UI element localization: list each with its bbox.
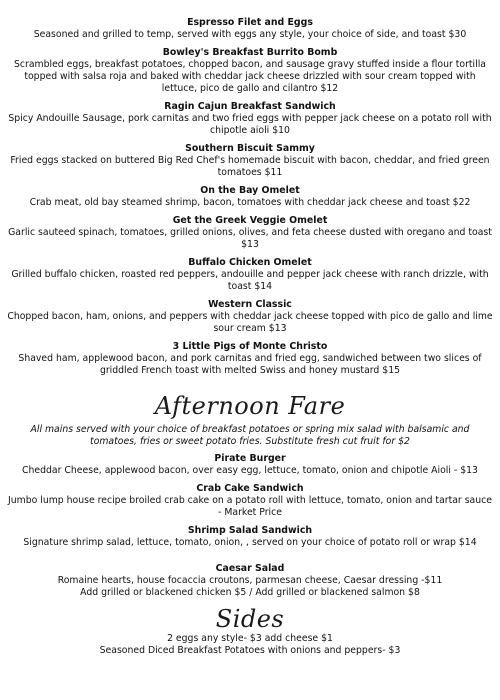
- item-name: On the Bay Omelet: [200, 185, 300, 196]
- item-description: Garlic sauteed spinach, tomatoes, grilled onions, olives, and feta cheese dusted with oregano and toast $13: [8, 227, 492, 250]
- item-addon: Add grilled or blackened chicken $5 / Add grilled or blackened salmon $8: [80, 587, 420, 598]
- item-name: Get the Greek Veggie Omelet: [172, 215, 328, 226]
- menu-item-monte-christo: [0, 341, 500, 377]
- menu-item-shrimp-salad: [0, 525, 500, 549]
- item-description: Chopped bacon, ham, onions, and peppers with cheddar jack cheese topped with pico de gallo and lime sour cream $13: [7, 311, 493, 334]
- item-name: Crab Cake Sandwich: [196, 483, 304, 494]
- item-name: Southern Biscuit Sammy: [185, 143, 315, 154]
- item-name: Western Classic: [208, 299, 292, 310]
- item-name: Shrimp Salad Sandwich: [187, 525, 313, 536]
- item-description: Fried eggs stacked on buttered Big Red Chef's homemade biscuit with bacon, cheddar, and fried green tomatoes $11: [10, 155, 490, 178]
- item-name: 3 Little Pigs of Monte Christo: [172, 341, 328, 352]
- side-line: Seasoned Diced Breakfast Potatoes with onions and peppers- $3: [99, 645, 401, 656]
- side-line: 2 eggs any style- $3 add cheese $1: [167, 633, 333, 644]
- item-name: Pirate Burger: [214, 453, 286, 464]
- afternoon-section: [0, 453, 500, 599]
- breakfast-section: [0, 17, 500, 377]
- item-description: Romaine hearts, house focaccia croutons, parmesan cheese, Caesar dressing -$11: [57, 575, 443, 586]
- menu-item-caesar-salad: [0, 563, 500, 599]
- item-description: Cheddar Cheese, applewood bacon, over easy egg, lettuce, tomato, onion and chipotle Aioli - $13: [22, 465, 478, 476]
- menu-item-southern-biscuit: [0, 143, 500, 179]
- item-description: Seasoned and grilled to temp, served with eggs any style, your choice of side, and toast $30: [33, 29, 467, 40]
- menu-item-crab-cake: [0, 483, 500, 519]
- menu-item-on-the-bay: [0, 185, 500, 209]
- menu-item-buffalo-chicken: [0, 257, 500, 293]
- item-description: Spicy Andouille Sausage, pork carnitas and two fried eggs with pepper jack cheese on a potato roll with chipotle aioli $10: [8, 113, 492, 136]
- sides-heading: Sides: [215, 605, 285, 633]
- menu-item-pirate-burger: [0, 453, 500, 477]
- item-description: Grilled buffalo chicken, roasted red peppers, andouille and pepper jack cheese with ranch drizzle, with toast $14: [11, 269, 489, 292]
- afternoon-fare-heading: Afternoon Fare: [154, 392, 346, 420]
- item-name: Bowley's Breakfast Burrito Bomb: [162, 47, 338, 58]
- item-description: Scrambled eggs, breakfast potatoes, chopped bacon, and sausage gravy stuffed inside a flour tortilla topped with salsa roja and baked with cheddar jack cheese drizzled with sour cream topped with lettuce, pico de gallo and cilantro $12: [14, 59, 486, 94]
- item-name: Espresso Filet and Eggs: [187, 17, 313, 28]
- menu-item-greek-veggie: [0, 215, 500, 251]
- menu-item-espresso-filet: [0, 17, 500, 41]
- menu-item-burrito-bomb: [0, 47, 500, 95]
- item-description: Signature shrimp salad, lettuce, tomato, onion, , served on your choice of potato roll or wrap $14: [23, 537, 477, 548]
- sides-section: [0, 633, 500, 657]
- item-name: Caesar Salad: [215, 563, 285, 574]
- menu-item-western-classic: [0, 299, 500, 335]
- item-description: Shaved ham, applewood bacon, and pork carnitas and fried egg, sandwiched between two slices of griddled French toast with melted Swiss and honey mustard $15: [18, 353, 482, 376]
- item-description: Jumbo lump house recipe broiled crab cake on a potato roll with lettuce, tomato, onion and tartar sauce - Market Price: [8, 495, 492, 518]
- item-description: Crab meat, old bay steamed shrimp, bacon, tomatoes with cheddar jack cheese and toast $22: [29, 197, 471, 208]
- item-name: Buffalo Chicken Omelet: [188, 257, 312, 268]
- item-name: Ragin Cajun Breakfast Sandwich: [164, 101, 336, 112]
- menu-item-ragin-cajun: [0, 101, 500, 137]
- afternoon-fare-note: All mains served with your choice of breakfast potatoes or spring mix salad with balsamic and tomatoes, fries or sweet potato fries. Substitute fresh cut fruit for $2: [30, 424, 470, 447]
